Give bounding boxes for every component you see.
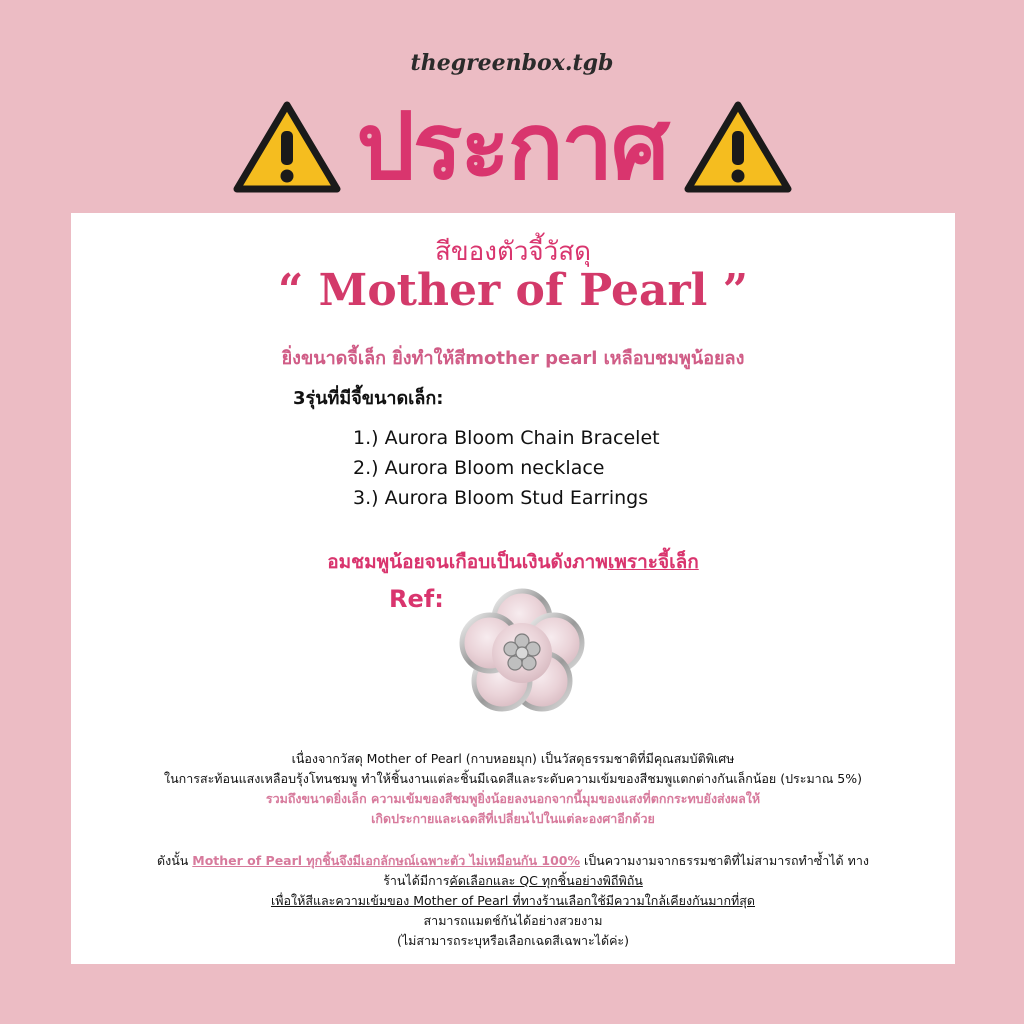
pearl-flower-image bbox=[449, 585, 595, 721]
ref-label: Ref: bbox=[389, 585, 444, 613]
size-note: ยิ่งขนาดจี้เล็ก ยิ่งทำให้สีmother pearl เหลือบชมพูน้อยลง bbox=[281, 348, 745, 369]
conclusion-unique: Mother of Pearl ทุกชิ้นจึงมีเอกลักษณ์เฉพาะตัว ไม่เหมือนกัน 100% bbox=[192, 853, 580, 868]
model-list bbox=[353, 423, 660, 513]
material-description bbox=[71, 749, 955, 829]
conclusion-line bbox=[71, 871, 955, 891]
warning-icon bbox=[231, 97, 343, 197]
list-item: 3.) Aurora Bloom Stud Earrings bbox=[353, 487, 649, 509]
almost-silver-emphasis: เพราะจี้เล็ก bbox=[607, 551, 699, 573]
conclusion-line: สามารถแมตช์กันได้อย่างสวยงาม bbox=[423, 913, 603, 928]
description-line: ในการสะท้อนแสงเหลือบรุ้งโทนชมพู ทำให้ชิ้นงานแต่ละชิ้นมีเฉดสีและระดับความเข้มของสีชมพูแตกต่างกันเล็กน้อย (ประมาณ 5%) bbox=[164, 771, 862, 786]
conclusion-prefix: ดังนั้น bbox=[156, 853, 193, 868]
models-heading: 3รุ่นที่มีจี้ขนาดเล็ก: bbox=[293, 388, 444, 409]
conclusion-line: เพื่อให้สีและความเข้มของ Mother of Pearl ที่ทางร้านเลือกใช้มีความใกล้เคียงกันมากที่สุด bbox=[270, 893, 756, 908]
conclusion-text bbox=[71, 851, 955, 951]
description-line: เนื่องจากวัสดุ Mother of Pearl (กาบหอยมุก) เป็นวัสดุธรรมชาติที่มีคุณสมบัติพิเศษ bbox=[291, 751, 735, 766]
brand-handle: thegreenbox.tgb bbox=[410, 50, 614, 76]
headline-title: ประกาศ bbox=[356, 93, 668, 200]
conclusion-line2-underlined: คัดเลือกและ QC ทุกชิ้นอย่างพิถีพิถัน bbox=[449, 873, 643, 888]
list-item: 1.) Aurora Bloom Chain Bracelet bbox=[353, 427, 660, 449]
announcement-card bbox=[71, 213, 955, 964]
conclusion-line: (ไม่สามารถระบุหรือเลือกเฉดสีเฉพาะได้ค่ะ) bbox=[396, 933, 630, 948]
almost-silver-text: อมชมพูน้อยจนเกือบเป็นเงินดังภาพ bbox=[327, 551, 608, 573]
description-line: เกิดประกายและเฉดสีที่เปลี่ยนไปในแต่ละองศาอีกด้วย bbox=[371, 811, 655, 826]
description-line: รวมถึงขนาดยิ่งเล็ก ความเข้มของสีชมพูยิ่งน้อยลงนอกจากนี้มุมของแสงที่ตกกระทบยังส่งผลให้ bbox=[265, 791, 761, 806]
conclusion-line bbox=[71, 851, 955, 871]
warning-icon bbox=[682, 97, 794, 197]
almost-silver-note bbox=[71, 547, 955, 577]
material-subtitle: สีของตัวจี้วัสดุ bbox=[434, 237, 592, 267]
conclusion-rest: เป็นความงามจากธรรมชาติที่ไม่สามารถทำซ้ำได้ ทาง bbox=[580, 853, 870, 868]
conclusion-line2-prefix: ร้านได้มีการ bbox=[383, 873, 450, 888]
headline-row bbox=[0, 88, 1024, 206]
list-item: 2.) Aurora Bloom necklace bbox=[353, 457, 605, 479]
material-title: “ Mother of Pearl ” bbox=[277, 265, 748, 316]
